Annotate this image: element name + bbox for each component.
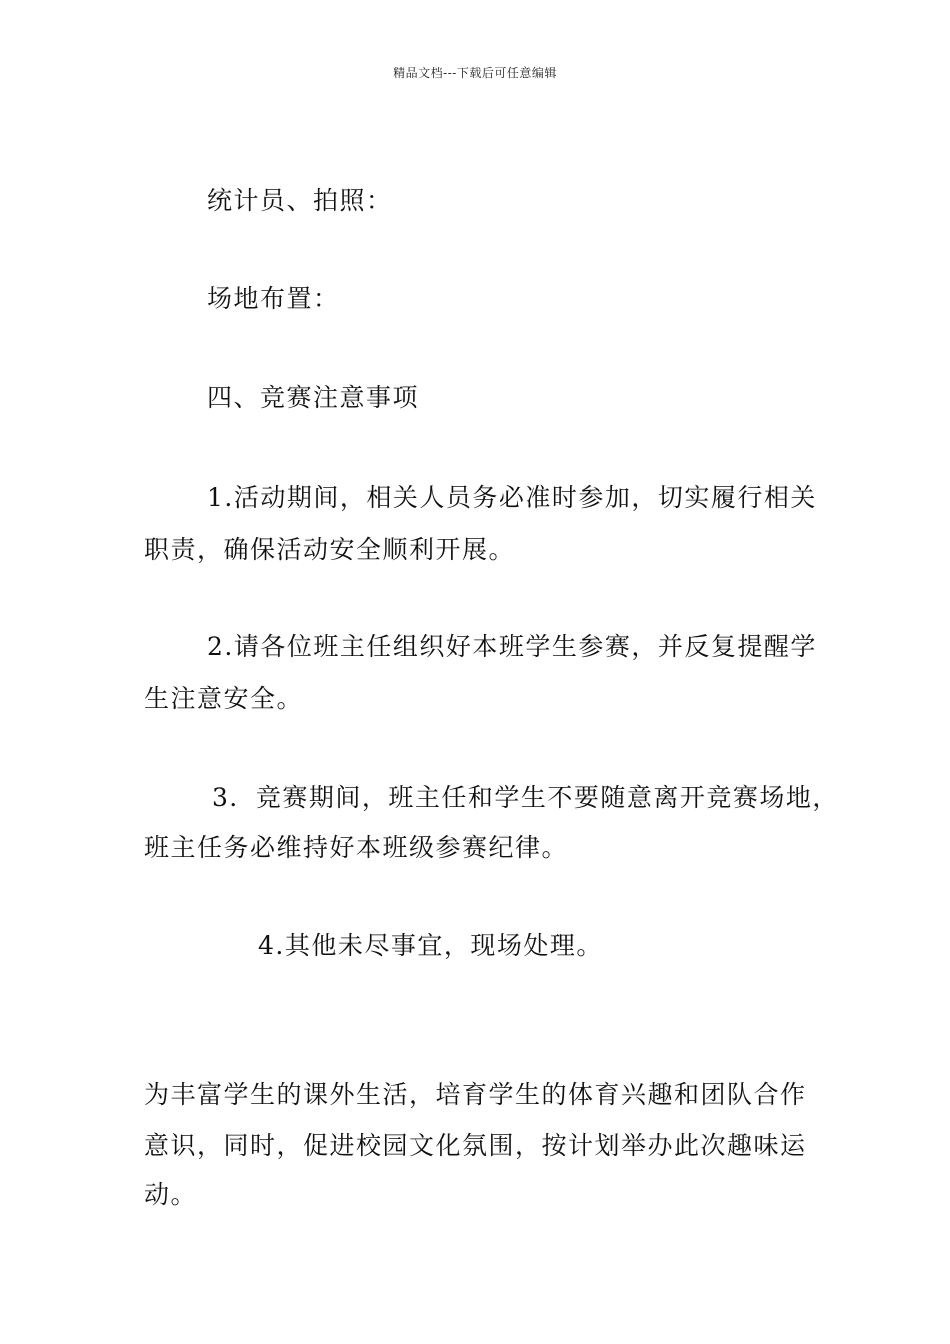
paragraph-line-2: 意识，同时，促进校园文化氛围，按计划举办此次趣味运: [144, 1131, 807, 1160]
item-2-line-1: 2.请各位班主任组织好本班学生参赛，并反复提醒学: [207, 632, 817, 661]
item-3-line-1: 3．竞赛期间，班主任和学生不要随意离开竞赛场地，: [212, 783, 839, 812]
item-1-line-2: 职责，确保活动安全顺利开展。: [144, 535, 516, 564]
page-header: 精品文档---下载后可任意编辑: [393, 66, 557, 80]
item-2-line-2: 生注意安全。: [144, 684, 304, 713]
item-4-line: 4.其他未尽事宜，现场处理。: [258, 931, 603, 960]
paragraph-line-1: 为丰富学生的课外生活，培育学生的体育兴趣和团队合作: [144, 1080, 807, 1109]
paragraph-line-3: 动。: [144, 1180, 198, 1209]
stats-photo-line: 统计员、拍照：: [207, 186, 393, 215]
section-heading: 四、竞赛注意事项: [207, 383, 420, 412]
item-1-line-1: 1.活动期间，相关人员务必准时参加，切实履行相关: [207, 483, 817, 512]
item-3-line-2: 班主任务必维持好本班级参赛纪律。: [144, 833, 569, 862]
venue-line: 场地布置：: [207, 284, 340, 313]
